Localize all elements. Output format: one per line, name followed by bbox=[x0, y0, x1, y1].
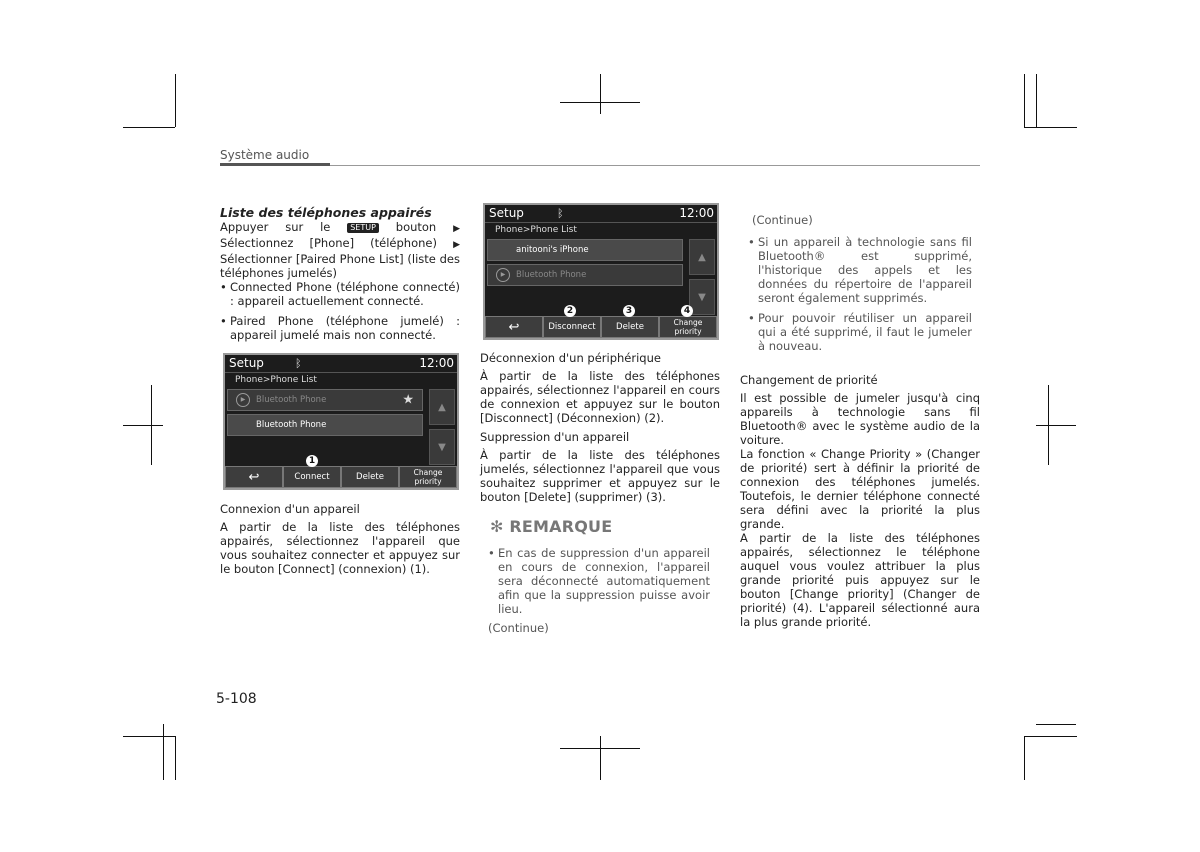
column-1-bottom bbox=[220, 502, 460, 576]
screen-phone-list-disconnect bbox=[483, 203, 719, 340]
callout-3: 3 bbox=[623, 305, 635, 317]
list-item[interactable]: Bluetooth Phone bbox=[227, 414, 423, 436]
arrow-right-icon: ▶ bbox=[453, 240, 460, 250]
delete-button[interactable]: Delete bbox=[601, 316, 659, 338]
section-title: Système audio bbox=[220, 148, 310, 162]
change-priority-button[interactable]: Change priority bbox=[399, 466, 457, 488]
remark-heading: ✻ REMARQUE bbox=[490, 517, 613, 536]
bluetooth-icon: ᛒ bbox=[557, 207, 564, 220]
list-item[interactable]: ▶ Bluetooth Phone bbox=[487, 264, 683, 286]
back-button[interactable]: ↩ bbox=[485, 316, 543, 338]
intro-paragraph: Appuyer sur le SETUP bouton ▶ Sélectionnez [Phone] (téléphone) ▶ Sélectionner [Paired Phone List] (liste des téléphones jumelés) bbox=[220, 220, 461, 280]
paragraph: Il est possible de jumeler jusqu'à cinq appareils à technologie sans fil Bluetooth® avec le système audio de la voiture. bbox=[740, 391, 980, 447]
play-icon: ▶ bbox=[236, 393, 250, 407]
sub-heading-delete: Suppression d'un appareil bbox=[480, 430, 630, 444]
sub-heading-disconnect: Déconnexion d'un périphérique bbox=[480, 351, 661, 365]
back-button[interactable]: ↩ bbox=[225, 466, 283, 488]
column-3 bbox=[740, 213, 980, 629]
header-rule bbox=[220, 163, 330, 166]
paragraph: A partir de la liste des téléphones appairés, sélectionnez l'appareil que vous souhaitez connecter et appuyez sur le bouton [Connect] (connexion) (1). bbox=[220, 520, 460, 576]
scroll-up-button[interactable]: ▲ bbox=[689, 239, 715, 275]
breadcrumb: Phone>Phone List bbox=[495, 225, 577, 235]
list-item: • En cas de suppression d'un appareil en cours de connexion, l'appareil sera déconnecté automatiquement afin que la suppression puisse avoir lieu. bbox=[488, 546, 710, 616]
paragraph: A partir de la liste des téléphones appairés, sélectionnez le téléphone auquel vous voulez attribuer la plus grande priorité puis appuyez sur le bouton [Change priority] (Changer de priorité) (4). L'appareil sélectionné aura la plus grande priorité. bbox=[740, 531, 980, 629]
change-priority-button[interactable]: Change priority bbox=[659, 316, 717, 338]
list-item[interactable]: ▶ Bluetooth Phone ★ bbox=[227, 389, 423, 411]
sub-heading-connect: Connexion d'un appareil bbox=[220, 502, 360, 516]
continue-note: (Continue) bbox=[752, 213, 813, 227]
connect-button[interactable]: Connect bbox=[283, 466, 341, 488]
list-item: • Pour pouvoir réutiliser un appareil qui a été supprimé, il faut le jumeler à nouveau. bbox=[748, 311, 972, 353]
list-item: • Connected Phone (téléphone connecté) : appareil actuellement connecté. bbox=[220, 280, 460, 308]
disconnect-button[interactable]: Disconnect bbox=[543, 316, 601, 338]
heading-paired-phones: Liste des téléphones appairés bbox=[220, 205, 432, 220]
sub-heading-priority: Changement de priorité bbox=[740, 373, 878, 387]
star-icon: ★ bbox=[402, 392, 414, 408]
paragraph: La fonction « Change Priority » (Changer de priorité) sert à définir la priorité de connexion des téléphones jumelés. Toutefois, le dernier téléphone connecté sera défini avec la priorité la plus grande. bbox=[740, 447, 980, 531]
continue-note: (Continue) bbox=[488, 621, 549, 635]
scroll-down-button[interactable]: ▼ bbox=[689, 279, 715, 315]
play-icon: ▶ bbox=[496, 268, 510, 282]
scroll-down-button[interactable]: ▼ bbox=[429, 429, 455, 465]
bluetooth-icon: ᛒ bbox=[295, 357, 302, 370]
scroll-up-button[interactable]: ▲ bbox=[429, 389, 455, 425]
list-item[interactable]: anitooni's iPhone bbox=[487, 239, 683, 261]
list-item: • Paired Phone (téléphone jumelé) : appareil jumelé mais non connecté. bbox=[220, 314, 460, 342]
column-2 bbox=[480, 351, 720, 635]
callout-1: 1 bbox=[306, 455, 318, 467]
arrow-right-icon: ▶ bbox=[453, 224, 461, 234]
delete-button[interactable]: Delete bbox=[341, 466, 399, 488]
button-bar bbox=[485, 316, 717, 338]
button-bar bbox=[225, 466, 457, 488]
callout-4: 4 bbox=[681, 305, 693, 317]
page-number: 5-108 bbox=[216, 691, 257, 707]
screen-phone-list-connect bbox=[223, 353, 459, 490]
setup-badge: SETUP bbox=[347, 223, 379, 233]
screen-title: Setup bbox=[229, 356, 264, 370]
callout-2: 2 bbox=[564, 305, 576, 317]
breadcrumb: Phone>Phone List bbox=[235, 375, 317, 385]
paragraph: À partir de la liste des téléphones appairés, sélectionnez l'appareil en cours de connexion et appuyez sur le bouton [Disconnect] (Déconnexion) (2). bbox=[480, 369, 720, 425]
screen-clock: 12:00 bbox=[679, 206, 714, 220]
screen-title: Setup bbox=[489, 206, 524, 220]
column-1 bbox=[220, 206, 460, 342]
paragraph: À partir de la liste des téléphones jumelés, sélectionnez l'appareil que vous souhaitez supprimer et appuyez sur le bouton [Delete] (supprimer) (3). bbox=[480, 448, 720, 504]
list-item: • Si un appareil à technologie sans fil Bluetooth® est supprimé, l'historique des appels et les données du répertoire de l'appareil seront également supprimés. bbox=[748, 235, 972, 305]
screen-clock: 12:00 bbox=[419, 356, 454, 370]
header-rule bbox=[330, 165, 980, 166]
